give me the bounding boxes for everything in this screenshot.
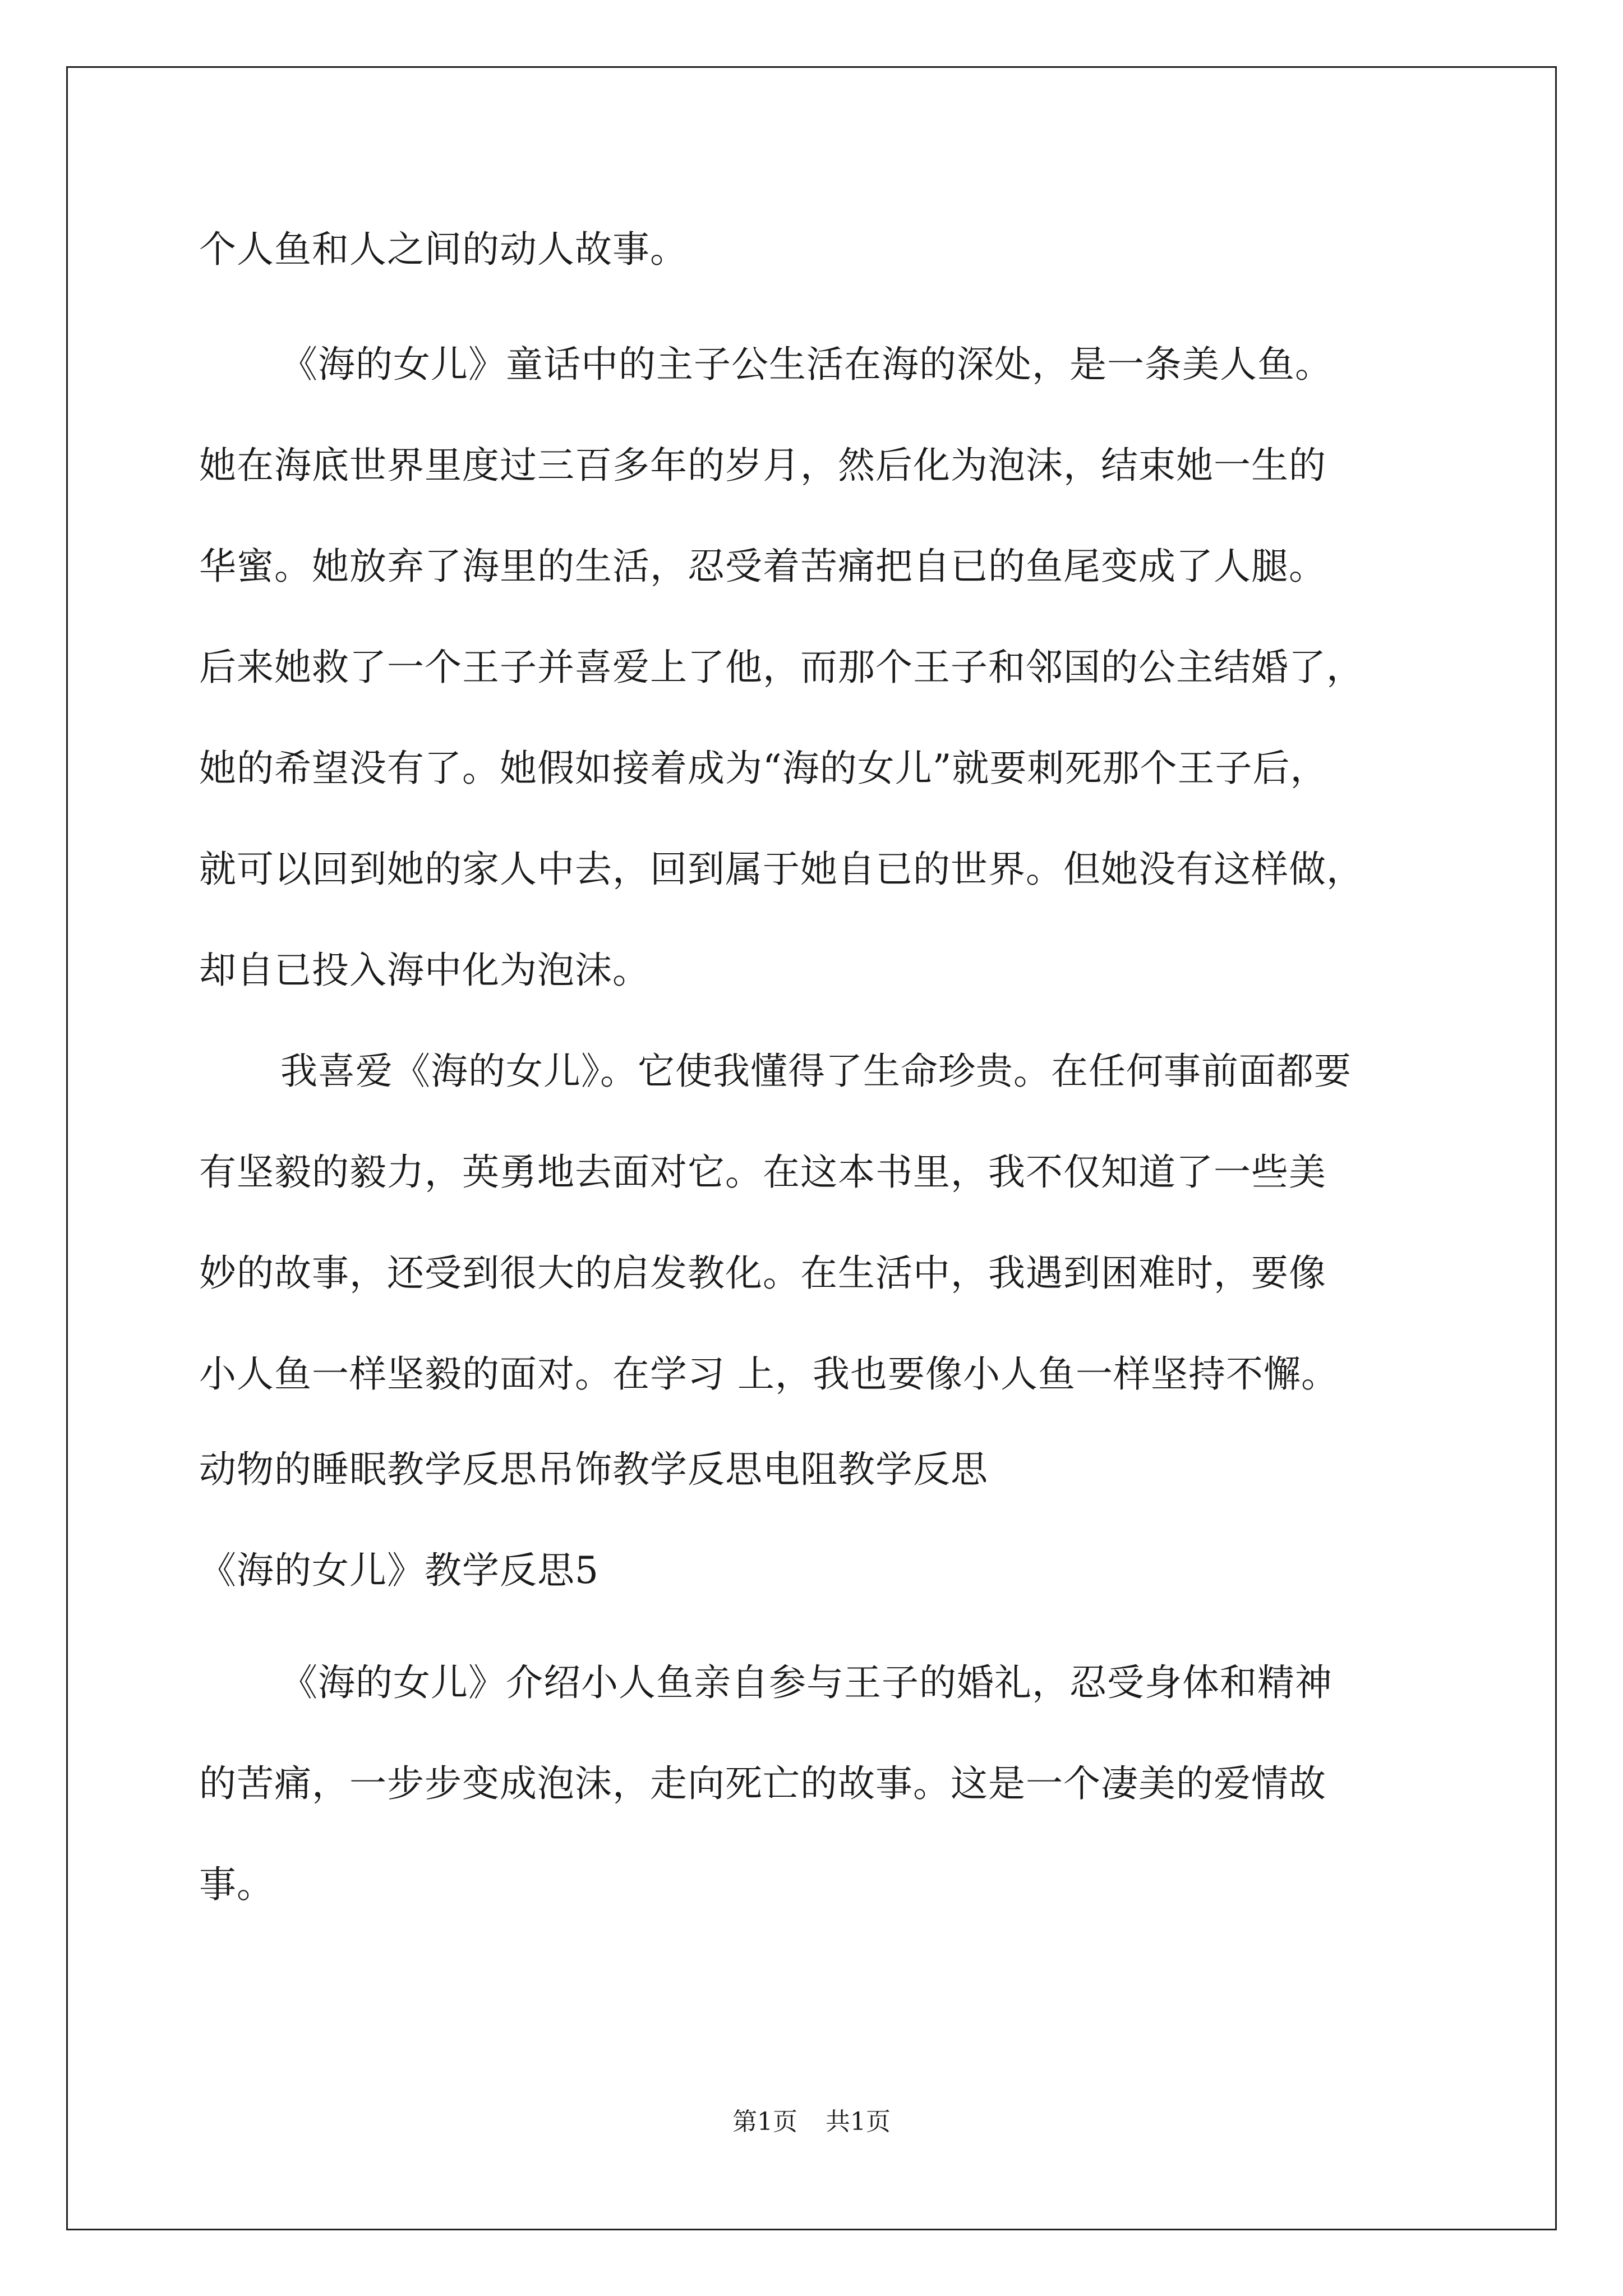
text-line-11: 妙的故事，还受到很大的启发教化。在生活中，我遇到困难时，要像 <box>199 1251 1326 1295</box>
section-heading: 《海的女儿》教学反思5 <box>199 1549 599 1592</box>
text-line-10: 有坚毅的毅力，英勇地去面对它。在这本书里，我不仅知道了一些美 <box>199 1151 1326 1194</box>
text-line-1: 个人鱼和人之间的动人故事。 <box>199 228 688 271</box>
page-border <box>66 66 1557 2230</box>
text-line-13: 动物的睡眠教学反思吊饰教学反思电阻教学反思 <box>199 1448 988 1491</box>
text-line-15: 《海的女儿》介绍小人鱼亲自参与王子的婚礼，忍受身体和精神 <box>280 1661 1332 1704</box>
text-line-17: 事。 <box>199 1863 274 1906</box>
page-footer <box>0 2106 1623 2138</box>
page-total: 共1页 <box>826 2108 891 2136</box>
text-line-12: 小人鱼一样坚毅的面对。在学习 上，我也要像小人鱼一样坚持不懈。 <box>199 1352 1339 1396</box>
text-line-2: 《海的女儿》童话中的主子公生活在海的深处，是一条美人鱼。 <box>280 343 1332 386</box>
text-line-5: 后来她救了一个王子并喜爱上了他，而那个王子和邻国的公主结婚了， <box>199 646 1364 689</box>
text-line-7: 就可以回到她的家人中去，回到属于她自已的世界。但她没有这样做， <box>199 848 1364 891</box>
text-line-3: 她在海底世界里度过三百多年的岁月，然后化为泡沫，结束她一生的 <box>199 444 1326 487</box>
page-number: 第1页 <box>732 2108 797 2136</box>
text-line-16: 的苦痛，一步步变成泡沫，走向死亡的故事。这是一个凄美的爱情故 <box>199 1762 1326 1805</box>
text-line-8: 却自已投入海中化为泡沫。 <box>199 949 650 992</box>
text-line-6: 她的希望没有了。她假如接着成为“海的女儿”就要刺死那个王子后， <box>199 747 1328 790</box>
text-line-9: 我喜爱《海的女儿》。它使我懂得了生命珍贵。在任何事前面都要 <box>280 1050 1352 1093</box>
text-line-4: 华蜜。她放弃了海里的生活，忍受着苦痛把自已的鱼尾变成了人腿。 <box>199 545 1326 588</box>
